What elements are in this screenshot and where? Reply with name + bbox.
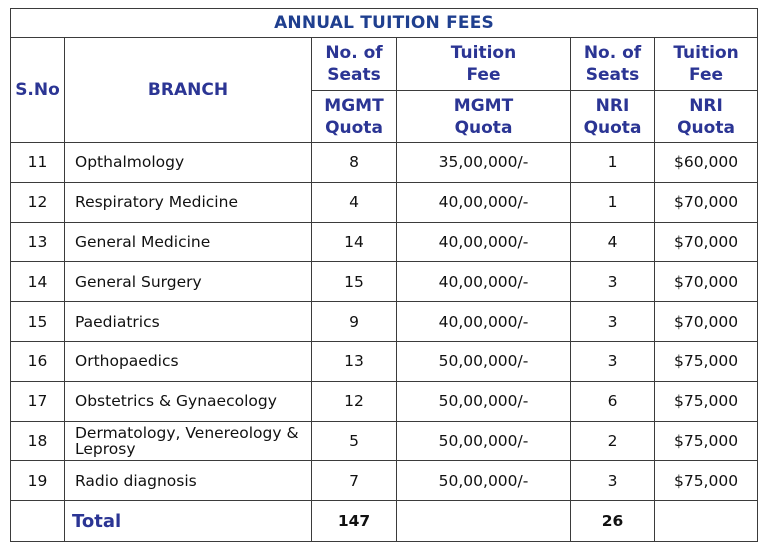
cell-mgmt-fee: 40,00,000/- xyxy=(397,222,571,262)
total-nri-seats: 26 xyxy=(571,501,655,542)
cell-sno: 14 xyxy=(11,262,65,302)
cell-branch: General Surgery xyxy=(65,262,312,302)
cell-branch: Paediatrics xyxy=(65,302,312,342)
header-branch: BRANCH xyxy=(65,38,312,143)
cell-mgmt-seats: 9 xyxy=(312,302,397,342)
cell-nri-seats: 3 xyxy=(571,302,655,342)
cell-mgmt-seats: 8 xyxy=(312,143,397,183)
cell-nri-seats: 6 xyxy=(571,381,655,421)
cell-nri-fee: $60,000 xyxy=(655,143,758,183)
cell-sno: 12 xyxy=(11,182,65,222)
table-row xyxy=(11,381,758,421)
cell-nri-fee: $70,000 xyxy=(655,182,758,222)
cell-sno: 17 xyxy=(11,381,65,421)
header-nri-fee-quota-text: NRI Quota xyxy=(677,95,735,138)
cell-nri-seats: 3 xyxy=(571,461,655,501)
header-nri-seats-text: No. of Seats xyxy=(583,43,642,85)
cell-nri-fee: $70,000 xyxy=(655,302,758,342)
cell-mgmt-fee: 40,00,000/- xyxy=(397,182,571,222)
cell-branch: Respiratory Medicine xyxy=(65,182,312,222)
cell-mgmt-fee: 50,00,000/- xyxy=(397,421,571,461)
cell-mgmt-fee: 50,00,000/- xyxy=(397,381,571,421)
title-row xyxy=(11,9,758,38)
cell-nri-fee: $70,000 xyxy=(655,262,758,302)
header-mgmt-fee-text: Tuition Fee xyxy=(450,43,517,85)
cell-nri-seats: 1 xyxy=(571,143,655,183)
cell-nri-seats: 4 xyxy=(571,222,655,262)
total-mgmt-seats: 147 xyxy=(312,501,397,542)
table-row xyxy=(11,421,758,461)
table-row xyxy=(11,302,758,342)
header-mgmt-seats-text: No. of Seats xyxy=(325,43,383,85)
header-nri-fee-quota xyxy=(655,91,758,143)
cell-mgmt-fee: 40,00,000/- xyxy=(397,262,571,302)
cell-sno: 16 xyxy=(11,341,65,381)
header-mgmt-seats-quota xyxy=(312,91,397,143)
total-sno-empty xyxy=(11,501,65,542)
cell-sno: 18 xyxy=(11,421,65,461)
header-nri-fee-text: Tuition Fee xyxy=(673,43,739,85)
cell-sno: 13 xyxy=(11,222,65,262)
table-title: ANNUAL TUITION FEES xyxy=(11,9,758,38)
cell-nri-fee: $75,000 xyxy=(655,461,758,501)
cell-mgmt-seats: 4 xyxy=(312,182,397,222)
header-mgmt-fee-quota-text: MGMT Quota xyxy=(453,95,514,138)
cell-mgmt-seats: 14 xyxy=(312,222,397,262)
cell-mgmt-seats: 12 xyxy=(312,381,397,421)
table-row xyxy=(11,461,758,501)
cell-sno: 11 xyxy=(11,143,65,183)
table-row xyxy=(11,341,758,381)
total-label: Total xyxy=(65,501,312,542)
cell-nri-seats: 2 xyxy=(571,421,655,461)
cell-nri-fee: $75,000 xyxy=(655,421,758,461)
header-nri-fee xyxy=(655,38,758,91)
header-mgmt-fee xyxy=(397,38,571,91)
cell-sno: 15 xyxy=(11,302,65,342)
cell-branch: General Medicine xyxy=(65,222,312,262)
header-sno: S.No xyxy=(11,38,65,143)
cell-mgmt-seats: 15 xyxy=(312,262,397,302)
table-row xyxy=(11,262,758,302)
cell-branch: Obstetrics & Gynaecology xyxy=(65,381,312,421)
header-nri-seats-quota xyxy=(571,91,655,143)
header-nri-seats xyxy=(571,38,655,91)
header-mgmt-seats xyxy=(312,38,397,91)
total-nri-fee-empty xyxy=(655,501,758,542)
cell-mgmt-seats: 5 xyxy=(312,421,397,461)
cell-mgmt-fee: 50,00,000/- xyxy=(397,341,571,381)
cell-nri-seats: 3 xyxy=(571,341,655,381)
cell-nri-seats: 3 xyxy=(571,262,655,302)
table-row xyxy=(11,143,758,183)
cell-nri-fee: $75,000 xyxy=(655,341,758,381)
header-nri-seats-quota-text: NRI Quota xyxy=(583,95,642,138)
cell-branch: Dermatology, Venereology & Leprosy xyxy=(65,421,312,461)
cell-mgmt-fee: 40,00,000/- xyxy=(397,302,571,342)
cell-branch: Radio diagnosis xyxy=(65,461,312,501)
cell-nri-fee: $70,000 xyxy=(655,222,758,262)
header-row-top xyxy=(11,38,758,91)
cell-mgmt-fee: 50,00,000/- xyxy=(397,461,571,501)
fees-table xyxy=(10,8,758,542)
total-mgmt-fee-empty xyxy=(397,501,571,542)
table-row xyxy=(11,222,758,262)
cell-nri-seats: 1 xyxy=(571,182,655,222)
header-mgmt-fee-quota xyxy=(397,91,571,143)
table-row xyxy=(11,182,758,222)
cell-mgmt-fee: 35,00,000/- xyxy=(397,143,571,183)
cell-mgmt-seats: 13 xyxy=(312,341,397,381)
header-mgmt-seats-quota-text: MGMT Quota xyxy=(324,95,384,138)
cell-branch: Orthopaedics xyxy=(65,341,312,381)
total-row xyxy=(11,501,758,542)
cell-sno: 19 xyxy=(11,461,65,501)
cell-mgmt-seats: 7 xyxy=(312,461,397,501)
cell-nri-fee: $75,000 xyxy=(655,381,758,421)
cell-branch: Opthalmology xyxy=(65,143,312,183)
